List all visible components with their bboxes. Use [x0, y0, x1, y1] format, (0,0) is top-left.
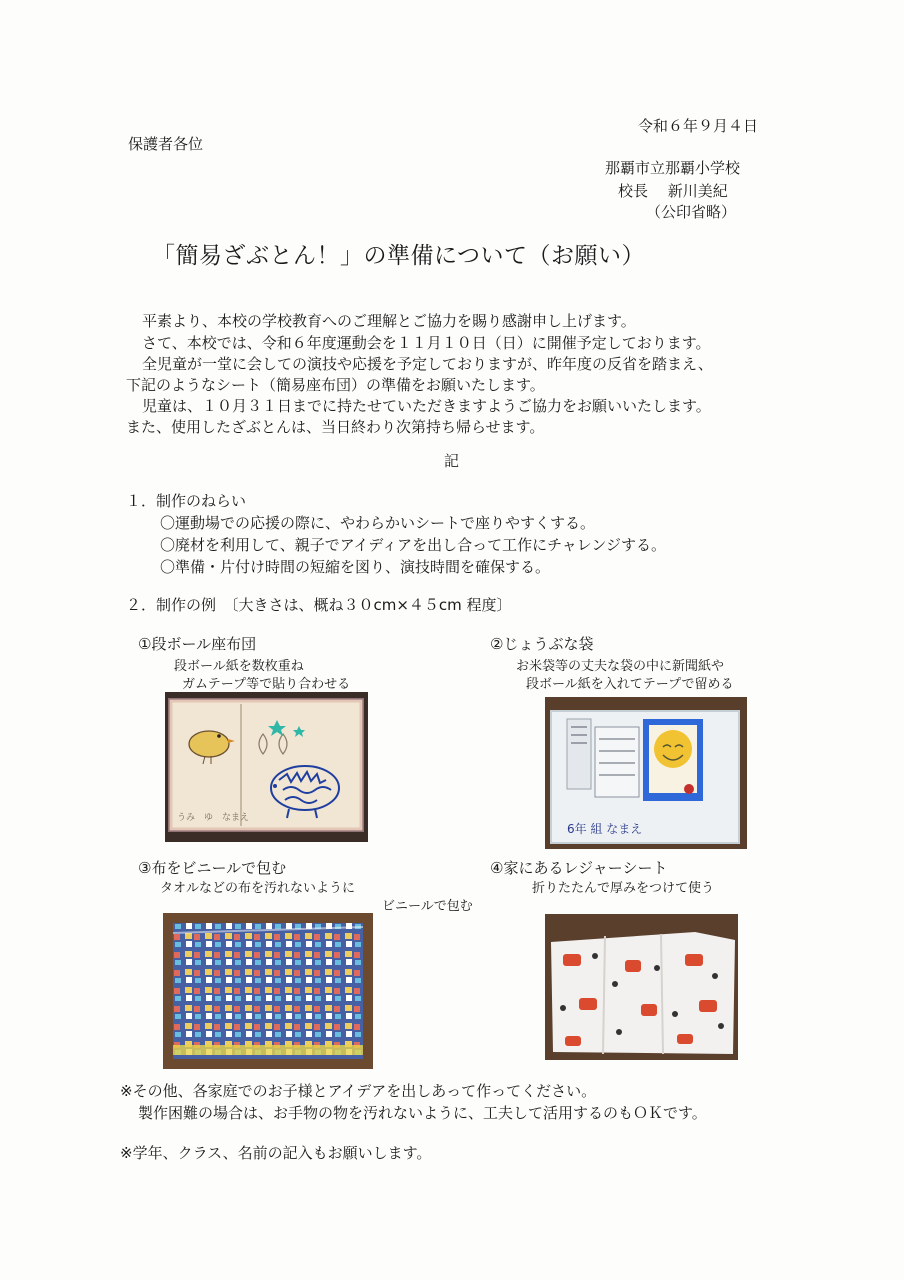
example4-title: ④家にあるレジャーシート	[490, 859, 668, 877]
section2-heading: ２．制作の例 〔大きさは、概ね３０cm×４５cm 程度〕	[126, 596, 512, 614]
example3-title: ③布をビニールで包む	[138, 859, 287, 877]
ki-marker: 記	[444, 452, 460, 470]
example4-photo	[545, 914, 738, 1060]
sender-school: 那覇市立那覇小学校	[605, 159, 741, 177]
note-name: ※学年、クラス、名前の記入もお願いします。	[120, 1144, 432, 1162]
recipient: 保護者各位	[128, 135, 204, 153]
section1-heading: １．制作のねらい	[126, 492, 247, 510]
body-line-2: さて、本校では、令和６年度運動会を１１月１０日（日）に開催予定しております。	[142, 334, 711, 352]
example3-desc-2: ビニールで包む	[382, 899, 473, 914]
body-line-1: 平素より、本校の学校教育へのご理解とご協力を賜り感謝申し上げます。	[142, 312, 636, 330]
example1-title: ①段ボール座布団	[138, 635, 257, 653]
section1-item-2: 〇廃材を利用して、親子でアイディアを出し合って工作にチャレンジする。	[160, 536, 666, 554]
example2-desc-2: 段ボール紙を入れてテープで留める	[526, 677, 734, 692]
example1-desc-2: ガムテープ等で貼り合わせる	[182, 677, 351, 692]
document-date: 令和６年９月４日	[638, 117, 759, 135]
note-other-2: 製作困難の場合は、お手物の物を汚れないように、工夫して活用するのもＯＫです。	[138, 1104, 707, 1122]
example2-desc-1: お米袋等の丈夫な袋の中に新聞紙や	[516, 659, 725, 674]
body-line-3: 全児童が一堂に会しての演技や応援を予定しておりますが、昨年度の反省を踏まえ、	[142, 355, 713, 373]
example1-photo	[165, 692, 368, 842]
example3-photo	[163, 913, 373, 1069]
note-other-1: ※その他、各家庭でのお子様とアイデアを出しあって作ってください。	[120, 1082, 597, 1100]
section1-item-1: 〇運動場での応援の際に、やわらかいシートで座りやすくする。	[160, 514, 596, 532]
example3-desc-1: タオルなどの布を汚れないように	[160, 881, 356, 896]
page-title: 「簡易ざぶとん！」の準備について（お願い）	[152, 243, 646, 269]
example2-photo-caption: 6年 組 なまえ	[567, 822, 643, 836]
example2-title: ②じょうぶな袋	[490, 635, 594, 653]
example4-desc-1: 折りたたんで厚みをつけて使う	[532, 881, 715, 896]
example1-photo-caption: うみ ゆ なまえ	[177, 813, 250, 823]
sender-principal: 校長 新川美紀	[618, 182, 728, 200]
body-line-5: 児童は、１０月３１日までに持たせていただきますようご協力をお願いいたします。	[142, 397, 711, 415]
example1-desc-1: 段ボール紙を数枚重ね	[174, 659, 304, 674]
example2-photo	[545, 697, 747, 849]
seal-note: （公印省略）	[646, 203, 737, 221]
body-line-4: 下記のようなシート（簡易座布団）の準備をお願いたします。	[126, 376, 545, 394]
body-line-6: また、使用したざぶとんは、当日終わり次第持ち帰らせます。	[126, 418, 545, 436]
section1-item-3: 〇準備・片付け時間の短縮を図り、演技時間を確保する。	[160, 558, 551, 576]
